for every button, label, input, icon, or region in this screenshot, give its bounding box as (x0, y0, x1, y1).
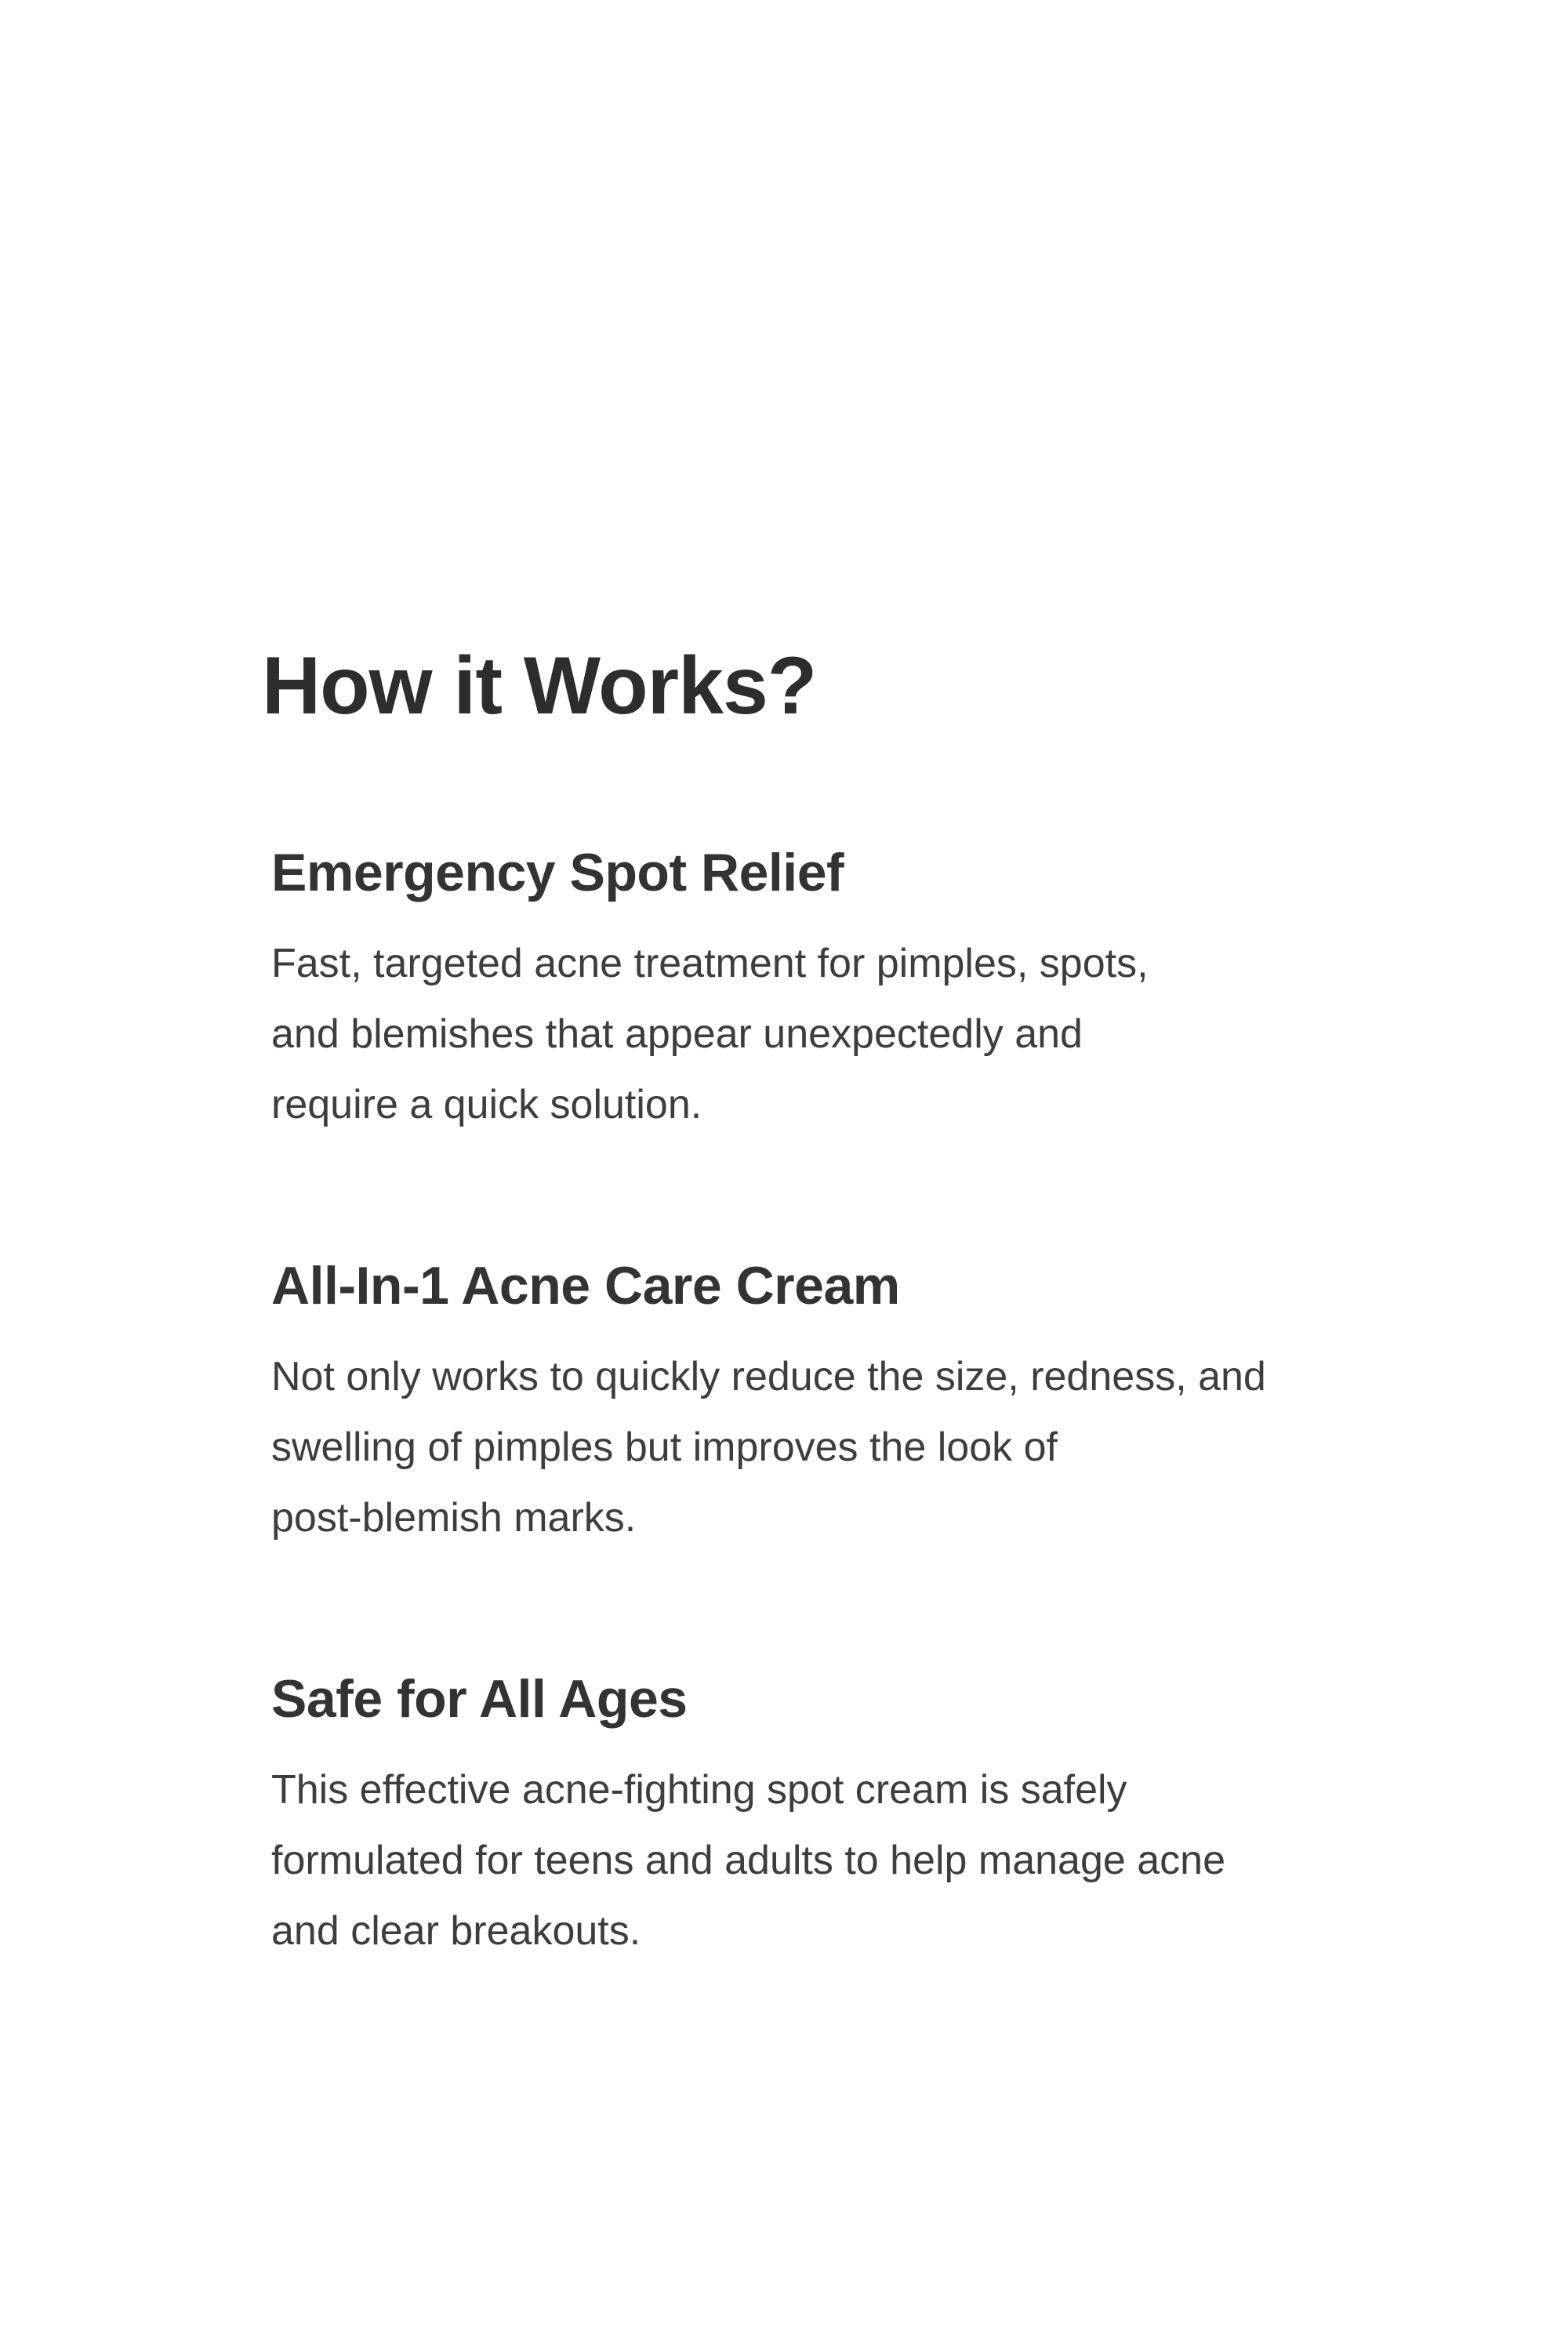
section-title-safe-for-all-ages: Safe for All Ages (271, 1669, 688, 1729)
section-body-all-in-1-acne-care-cream (271, 1341, 1474, 1553)
section-title-all-in-1-acne-care-cream: All-In-1 Acne Care Cream (271, 1256, 900, 1316)
section-body-emergency-spot-relief (271, 928, 1474, 1140)
section-all-in-1-acne-care-cream (271, 1254, 1474, 1553)
section-body-safe-for-all-ages (271, 1755, 1474, 1966)
section-title-emergency-spot-relief: Emergency Spot Relief (271, 843, 844, 902)
body-line: Not only works to quickly reduce the size, redness, and (271, 1354, 1266, 1399)
body-line: require a quick solution. (271, 1082, 702, 1127)
section-safe-for-all-ages (271, 1667, 1474, 1966)
body-line: and clear breakouts. (271, 1908, 641, 1954)
body-line: post-blemish marks. (271, 1495, 637, 1541)
body-line: Fast, targeted acne treatment for pimples, spots, (271, 941, 1149, 986)
body-line: This effective acne-fighting spot cream is safely (271, 1767, 1127, 1813)
page-title: How it Works? (262, 641, 817, 731)
section-emergency-spot-relief (271, 840, 1474, 1140)
body-line: swelling of pimples but improves the look of (271, 1425, 1058, 1470)
body-line: and blemishes that appear unexpectedly and (271, 1011, 1083, 1057)
body-line: formulated for teens and adults to help manage acne (271, 1838, 1226, 1883)
